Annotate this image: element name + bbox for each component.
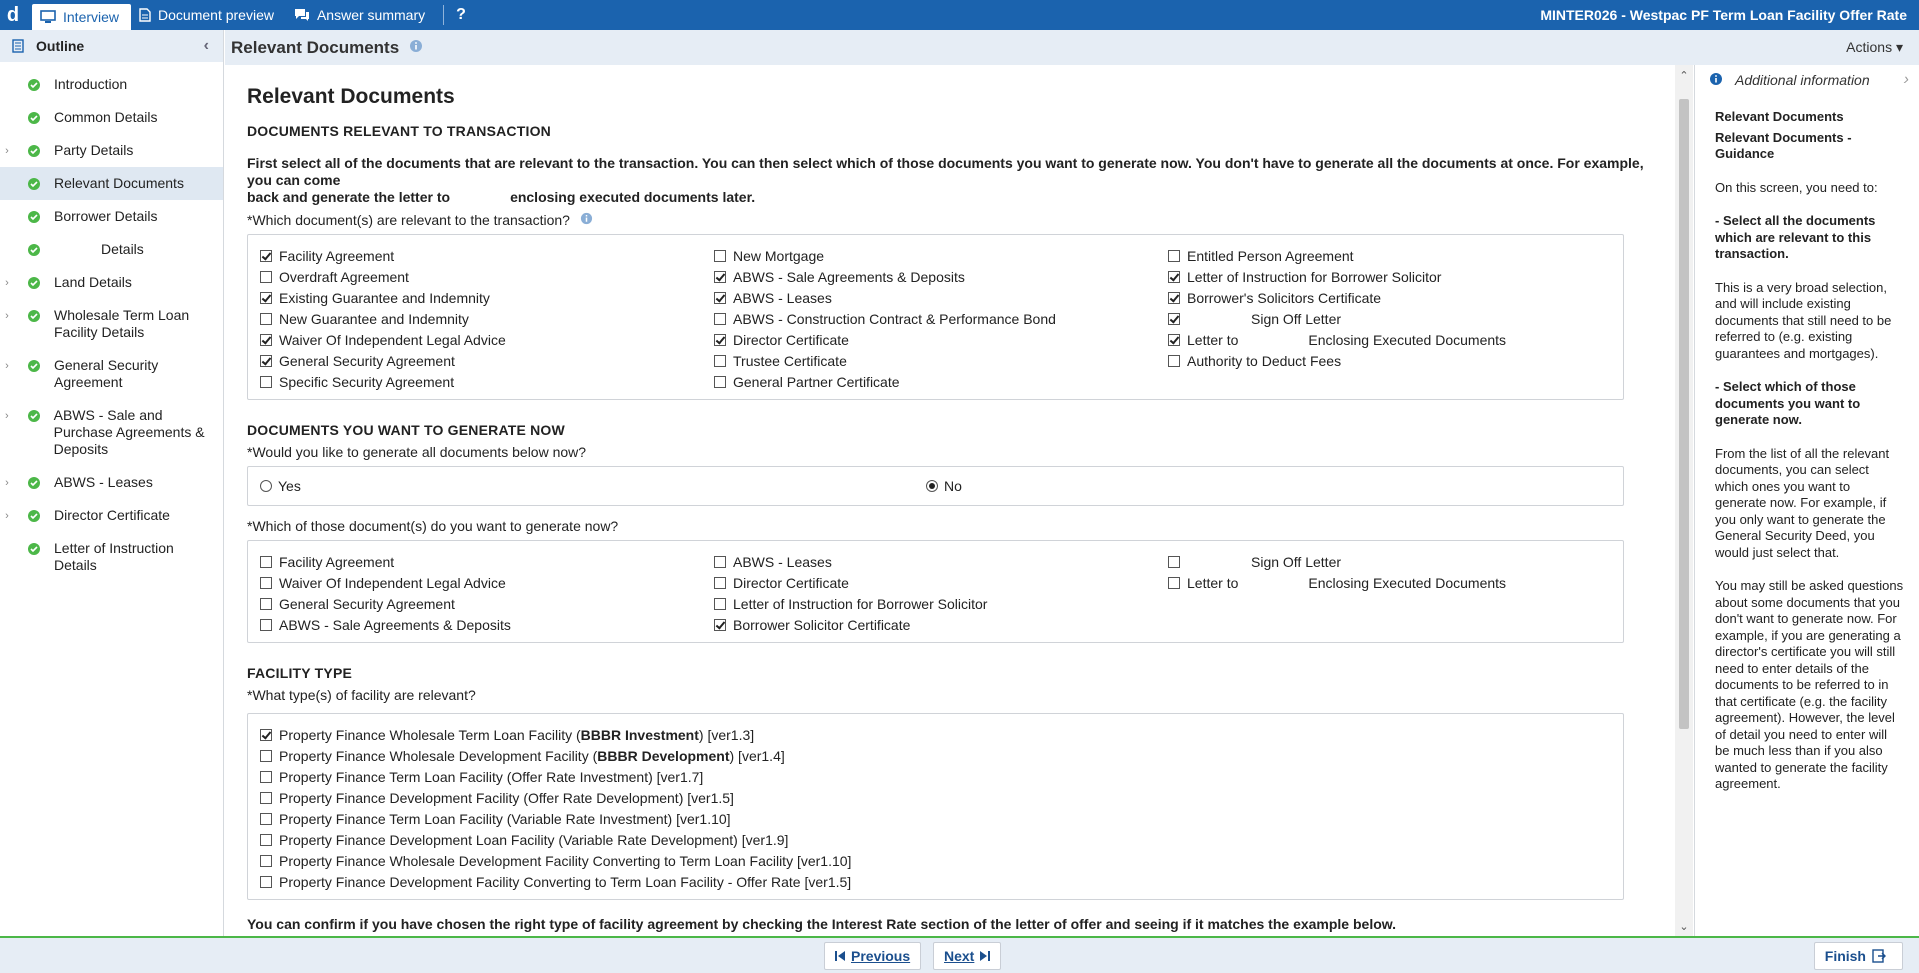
guidance-text: You may still be asked questions about some documents that you don't want to generate now. For example, if you are generating a director's certificate you will still need to enter details of the documents to be referred to in that certificate (e.g. the facility agreement). However, the level of detail you need to enter will be much less than if you also wanted to generate the facility agreement. (1715, 578, 1904, 791)
checkbox[interactable] (1168, 577, 1180, 589)
checkbox-label: Trustee Certificate (733, 353, 847, 369)
tab-label: Answer summary (316, 7, 426, 23)
checkbox-new-mortgage[interactable] (714, 247, 1168, 265)
radio-label: Yes (278, 478, 301, 494)
checkbox-label: Property Finance Development Facility (Offer Rate Development) [ver1.5] (279, 790, 734, 806)
checkbox-label: Waiver Of Independent Legal Advice (279, 575, 506, 591)
checkbox-label: Sign Off Letter (1251, 554, 1342, 570)
complete-check-icon (28, 510, 40, 522)
checkbox[interactable] (260, 577, 272, 589)
sidebar-item-label: Letter of Instruction Details (54, 540, 174, 573)
skip-forward-icon (980, 951, 990, 961)
checkbox-label: Director Certificate (733, 332, 849, 348)
checkbox-label: Property Finance Wholesale Term Loan Facility ( (279, 727, 581, 743)
guidance-text: On this screen, you need to: (1715, 179, 1878, 195)
checkbox[interactable] (260, 313, 272, 325)
facility-checkbox-2[interactable] (260, 747, 1611, 765)
checkbox-abws-construction[interactable] (714, 310, 1168, 328)
sidebar-item-borrower-details[interactable] (0, 200, 223, 233)
outline-icon (12, 39, 24, 53)
checkbox-label: ABWS - Sale Agreements & Deposits (733, 269, 965, 285)
chevron-down-icon: ▾ (1895, 39, 1903, 55)
checkbox-label: Letter to (1187, 575, 1239, 591)
checkbox-trustee-certificate[interactable] (714, 352, 1168, 370)
checkbox[interactable] (714, 250, 726, 262)
checkbox-overdraft-agreement[interactable] (260, 268, 714, 286)
guidance-text: - Select all the documents which are relevant to this transaction. (1715, 213, 1876, 261)
checkbox[interactable] (260, 619, 272, 631)
intro-line-2 (247, 189, 1653, 206)
complete-check-icon (28, 79, 40, 91)
radio-yes[interactable] (260, 478, 926, 494)
sidebar-item-abws-leases[interactable] (0, 466, 223, 499)
actions-label: Actions (1846, 39, 1893, 55)
question-relevant-docs (247, 212, 1653, 228)
checkbox[interactable] (1168, 556, 1180, 568)
expand-caret-icon[interactable]: › (5, 310, 9, 322)
checkbox-label: Enclosing Executed Documents (1308, 575, 1507, 591)
complete-check-icon (28, 477, 40, 489)
sidebar-item-general-security[interactable] (0, 349, 223, 399)
monitor-icon (40, 10, 56, 24)
info-icon[interactable] (409, 39, 423, 56)
sidebar-item-label: General Security Agreement (54, 357, 159, 390)
sidebar-item-label: Party Details (54, 142, 134, 158)
gen-checkbox-facility-agreement[interactable] (260, 553, 714, 571)
tab-document-preview[interactable] (131, 0, 286, 30)
previous-label: Previous (851, 947, 911, 964)
checkbox-borrower-solicitors[interactable] (1168, 289, 1608, 307)
chat-icon (294, 8, 310, 22)
checkbox-label: ) [ver1.3] (698, 727, 755, 743)
checkbox[interactable] (714, 355, 726, 367)
checkbox[interactable] (1168, 313, 1180, 325)
scroll-up-icon[interactable]: ⌃ (1679, 69, 1689, 82)
facility-checkbox-3[interactable] (260, 768, 1611, 786)
checkbox-waiver-legal-advice[interactable] (260, 331, 714, 349)
checkbox[interactable] (714, 313, 726, 325)
tab-divider (443, 5, 444, 25)
gen-checkbox-abws-sale[interactable] (260, 616, 714, 634)
checkbox[interactable] (714, 271, 726, 283)
checkbox-label: Letter of Instruction for Borrower Solicitor (1187, 269, 1442, 285)
info-icon[interactable] (580, 212, 593, 228)
checkbox-label: Sign Off Letter (1251, 311, 1342, 327)
checkbox-sign-off-letter[interactable] (1168, 310, 1608, 328)
checkbox[interactable] (714, 292, 726, 304)
checkbox-label: ABWS - Leases (733, 554, 832, 570)
sidebar-item-label: Relevant Documents (54, 175, 184, 191)
checkbox-label: Facility Agreement (279, 554, 395, 570)
facility-checkbox-7[interactable] (260, 852, 1611, 870)
checkbox[interactable] (260, 750, 272, 762)
sidebar-item-label: Introduction (54, 76, 128, 92)
checkbox[interactable] (714, 598, 726, 610)
checkbox-label: ABWS - Construction Contract & Performance Bond (733, 311, 1056, 327)
radio-button[interactable] (926, 480, 938, 492)
help-icon[interactable]: ? (456, 6, 466, 23)
document-icon (139, 8, 151, 22)
sidebar-item-abws-sale-purchase[interactable] (0, 399, 223, 466)
expand-caret-icon[interactable]: › (5, 145, 9, 157)
checkbox-label: Letter to (1187, 332, 1239, 348)
sidebar-item-director-certificate[interactable] (0, 499, 223, 532)
checkbox[interactable] (260, 855, 272, 867)
checkbox[interactable] (1168, 292, 1180, 304)
checkbox-label: ABWS - Sale Agreements & Deposits (279, 617, 511, 633)
sidebar-item-wholesale-term-loan[interactable] (0, 299, 223, 349)
checkbox-entitled-person[interactable] (1168, 247, 1608, 265)
checkbox-label: Enclosing Executed Documents (1308, 332, 1507, 348)
question-label: *Which document(s) are relevant to the transaction? (247, 212, 570, 228)
checkbox[interactable] (260, 271, 272, 283)
checkbox-label: Specific Security Agreement (279, 374, 455, 390)
checkbox-director-certificate[interactable] (714, 331, 1168, 349)
main-content (225, 65, 1675, 936)
footer-bar (0, 936, 1919, 973)
question-facility-type: *What type(s) of facility are relevant? (247, 687, 476, 703)
checkbox[interactable] (260, 598, 272, 610)
checkbox-specific-security[interactable] (260, 373, 714, 391)
facility-checkbox-4[interactable] (260, 789, 1611, 807)
facility-type-checkbox-group (247, 713, 1624, 900)
checkbox-label: Property Finance Term Loan Facility (Offer Rate Investment) [ver1.7] (279, 769, 704, 785)
sidebar-item-common-details[interactable] (0, 101, 223, 134)
checkbox-label-bold: BBBR Development (597, 748, 730, 764)
previous-button[interactable] (824, 942, 921, 970)
checkbox-label: Authority to Deduct Fees (1187, 353, 1342, 369)
checkbox[interactable] (714, 577, 726, 589)
finish-button[interactable] (1814, 942, 1903, 970)
checkbox[interactable] (260, 771, 272, 783)
sidebar-item-label: Common Details (54, 109, 158, 125)
checkbox[interactable] (260, 834, 272, 846)
scroll-down-icon[interactable]: ⌄ (1679, 920, 1689, 933)
tab-interview[interactable] (32, 4, 131, 30)
checkbox[interactable] (714, 556, 726, 568)
relevant-docs-checkbox-group (247, 234, 1624, 400)
intro-text (247, 155, 1653, 206)
intro-line-2a: back and generate the letter to (247, 189, 451, 205)
checkbox[interactable] (260, 250, 272, 262)
gen-checkbox-abws-leases[interactable] (714, 553, 1168, 571)
generate-now-checkbox-group (247, 540, 1624, 643)
radio-no[interactable] (926, 478, 962, 494)
checkbox[interactable] (1168, 250, 1180, 262)
expand-caret-icon[interactable]: › (5, 277, 9, 289)
checkbox[interactable] (1168, 271, 1180, 283)
sidebar-item-label: Land Details (54, 274, 132, 290)
page-header-title: Relevant Documents (231, 37, 400, 57)
sidebar-item-label: Director Certificate (54, 507, 170, 523)
facility-checkbox-6[interactable] (260, 831, 1611, 849)
finish-icon (1872, 949, 1886, 963)
facility-checkbox-1[interactable] (260, 726, 1611, 744)
facility-checkbox-8[interactable] (260, 873, 1611, 891)
checkbox-label: Property Finance Wholesale Development Facility Converting to Term Loan Facility [ver1.10] (279, 853, 852, 869)
checkbox-label-bold: BBBR Investment (580, 727, 699, 743)
sidebar-item-details[interactable] (0, 233, 223, 266)
sidebar-item-label: ABWS - Leases (54, 474, 153, 490)
additional-info-title: Additional information (1735, 72, 1870, 88)
expand-caret-icon[interactable]: › (5, 477, 9, 489)
checkbox-label: Borrower Solicitor Certificate (733, 617, 911, 633)
checkbox[interactable] (260, 813, 272, 825)
checkbox[interactable] (260, 376, 272, 388)
checkbox[interactable] (260, 556, 272, 568)
checkbox-label: Borrower's Solicitors Certificate (1187, 290, 1382, 306)
checkbox[interactable] (714, 376, 726, 388)
generate-all-radio-group (247, 466, 1624, 506)
checkbox-authority-deduct-fees[interactable] (1168, 352, 1608, 370)
checkbox-label: Entitled Person Agreement (1187, 248, 1354, 264)
guidance-text: From the list of all the relevant documents, you can select which ones you want to generate now. For example, if you only want to generate the General Security Deed, you would just select that. (1715, 445, 1890, 560)
question-generate-all: *Would you like to generate all documents below now? (247, 444, 587, 460)
chevron-right-icon[interactable]: › (1903, 71, 1909, 88)
finish-label: Finish (1824, 947, 1866, 964)
guidance-text: - Select which of those documents you want to generate now. (1715, 379, 1861, 427)
checkbox-label: General Security Agreement (279, 353, 455, 369)
checkbox-label: Property Finance Development Loan Facility (Variable Rate Development) [ver1.9] (279, 832, 789, 848)
gen-checkbox-director-certificate[interactable] (714, 574, 1168, 592)
checkbox-general-partner[interactable] (714, 373, 1168, 391)
complete-check-icon (28, 244, 40, 256)
additional-info-header (1695, 65, 1919, 95)
checkbox[interactable] (260, 729, 272, 741)
expand-caret-icon[interactable]: › (5, 360, 9, 372)
checkbox-letter-to-enclosing[interactable] (1168, 331, 1608, 349)
checkbox-label: ABWS - Leases (733, 290, 832, 306)
guidance-text: This is a very broad selection, and will include existing documents that still need to be referred to (e.g. existing guarantees and mortgages). (1715, 279, 1892, 361)
checkbox-label: New Guarantee and Indemnity (279, 311, 469, 327)
tab-answer-summary[interactable] (286, 0, 437, 30)
checkbox-general-security[interactable] (260, 352, 714, 370)
complete-check-icon (28, 211, 40, 223)
checkbox-label: New Mortgage (733, 248, 825, 264)
actions-menu[interactable] (1846, 39, 1903, 56)
checkbox[interactable] (1168, 355, 1180, 367)
checkbox-label: Facility Agreement (279, 248, 395, 264)
tab-label: Document preview (158, 7, 274, 23)
checkbox-abws-sale[interactable] (714, 268, 1168, 286)
checkbox-label: Letter of Instruction for Borrower Solicitor (733, 596, 988, 612)
checkbox-facility-agreement[interactable] (260, 247, 714, 265)
checkbox-existing-guarantee[interactable] (260, 289, 714, 307)
gen-checkbox-general-security[interactable] (260, 595, 714, 613)
complete-check-icon (28, 112, 40, 124)
sidebar-item-letter-of-instruction[interactable] (0, 532, 223, 582)
checkbox[interactable] (260, 355, 272, 367)
tab-label: Interview (63, 9, 120, 25)
gen-checkbox-borrower-solicitor[interactable] (714, 616, 1168, 634)
intro-line-1: First select all of the documents that are relevant to the transaction. You can then select which of those documents you want to generate now. You don't have to generate all the documents at once. For example, you can come (247, 155, 1644, 188)
checkbox[interactable] (260, 792, 272, 804)
complete-check-icon (28, 145, 40, 157)
checkbox-abws-leases[interactable] (714, 289, 1168, 307)
expand-caret-icon[interactable]: › (5, 510, 9, 522)
next-button[interactable] (933, 942, 1001, 970)
gen-checkbox-sign-off-letter[interactable] (1168, 553, 1608, 571)
checkbox[interactable] (714, 619, 726, 631)
outline-sidebar (0, 30, 224, 936)
guidance-body (1695, 95, 1919, 793)
checkbox-label: General Partner Certificate (733, 374, 900, 390)
radio-button[interactable] (260, 480, 272, 492)
skip-back-icon (835, 951, 845, 961)
sidebar-item-relevant-documents[interactable] (0, 167, 223, 200)
app-logo: d (6, 3, 20, 26)
expand-caret-icon[interactable]: › (4, 410, 9, 422)
additional-info-panel (1694, 65, 1919, 936)
intro-line-2b: enclosing executed documents later. (510, 189, 756, 205)
sidebar-item-land-details[interactable] (0, 266, 223, 299)
checkbox-label: General Security Agreement (279, 596, 455, 612)
radio-label: No (944, 478, 962, 494)
checkbox-label: Overdraft Agreement (279, 269, 409, 285)
complete-check-icon (28, 360, 40, 372)
complete-check-icon (28, 178, 40, 190)
confirm-facility-text: You can confirm if you have chosen the right type of facility agreement by checking the Interest Rate section of the letter of offer and seeing if it matches the example below. (247, 916, 1397, 932)
sidebar-item-label: Details (101, 241, 144, 257)
outline-title: Outline (36, 38, 85, 54)
gen-checkbox-waiver[interactable] (260, 574, 714, 592)
checkbox-label: Existing Guarantee and Indemnity (279, 290, 490, 306)
checkbox-label: Director Certificate (733, 575, 849, 591)
info-icon (1709, 72, 1723, 89)
checkbox-label: Waiver Of Independent Legal Advice (279, 332, 506, 348)
guidance-subheading: Relevant Documents - Guidance (1715, 129, 1852, 161)
checkbox-new-guarantee[interactable] (260, 310, 714, 328)
checkbox[interactable] (714, 334, 726, 346)
next-label: Next (944, 947, 975, 964)
collapse-sidebar-icon[interactable]: ‹ (203, 37, 209, 54)
checkbox[interactable] (260, 876, 272, 888)
gen-checkbox-letter-to-enclosing[interactable] (1168, 574, 1608, 592)
sidebar-item-label: Borrower Details (54, 208, 158, 224)
document-title: MINTER026 - Westpac PF Term Loan Facility Offer Rate (1540, 7, 1907, 23)
checkbox[interactable] (1168, 334, 1180, 346)
section-heading-generate: DOCUMENTS YOU WANT TO GENERATE NOW (247, 422, 565, 438)
section-heading-facility-type: FACILITY TYPE (247, 665, 353, 681)
complete-check-icon (28, 410, 40, 422)
sidebar-item-party-details[interactable] (0, 134, 223, 167)
checkbox-label: Property Finance Term Loan Facility (Variable Rate Investment) [ver1.10] (279, 811, 731, 827)
sidebar-item-introduction[interactable] (0, 68, 223, 101)
page-title: Relevant Documents (247, 85, 455, 108)
checkbox[interactable] (260, 292, 272, 304)
gen-checkbox-letter-instruction[interactable] (714, 595, 1168, 613)
page-header (225, 30, 1919, 65)
scroll-thumb[interactable] (1679, 99, 1689, 729)
sidebar-item-label: Wholesale Term Loan Facility Details (54, 307, 190, 340)
checkbox-letter-instruction[interactable] (1168, 268, 1608, 286)
top-bar (0, 0, 1919, 30)
checkbox-label: Property Finance Wholesale Development Facility ( (279, 748, 598, 764)
question-generate-which: *Which of those document(s) do you want to generate now? (247, 518, 619, 534)
section-heading-relevant: DOCUMENTS RELEVANT TO TRANSACTION (247, 123, 551, 139)
outline-header (0, 30, 223, 62)
checkbox-label: ) [ver1.4] (729, 748, 785, 764)
facility-checkbox-5[interactable] (260, 810, 1611, 828)
complete-check-icon (28, 543, 40, 555)
guidance-heading: Relevant Documents (1715, 109, 1844, 124)
complete-check-icon (28, 310, 40, 322)
checkbox-label: Property Finance Development Facility Converting to Term Loan Facility - Offer Rate [ver1.5] (279, 874, 852, 890)
checkbox[interactable] (260, 334, 272, 346)
sidebar-item-label: ABWS - Sale and Purchase Agreements & Deposits (53, 407, 205, 457)
content-scrollbar[interactable] (1675, 65, 1693, 936)
complete-check-icon (28, 277, 40, 289)
